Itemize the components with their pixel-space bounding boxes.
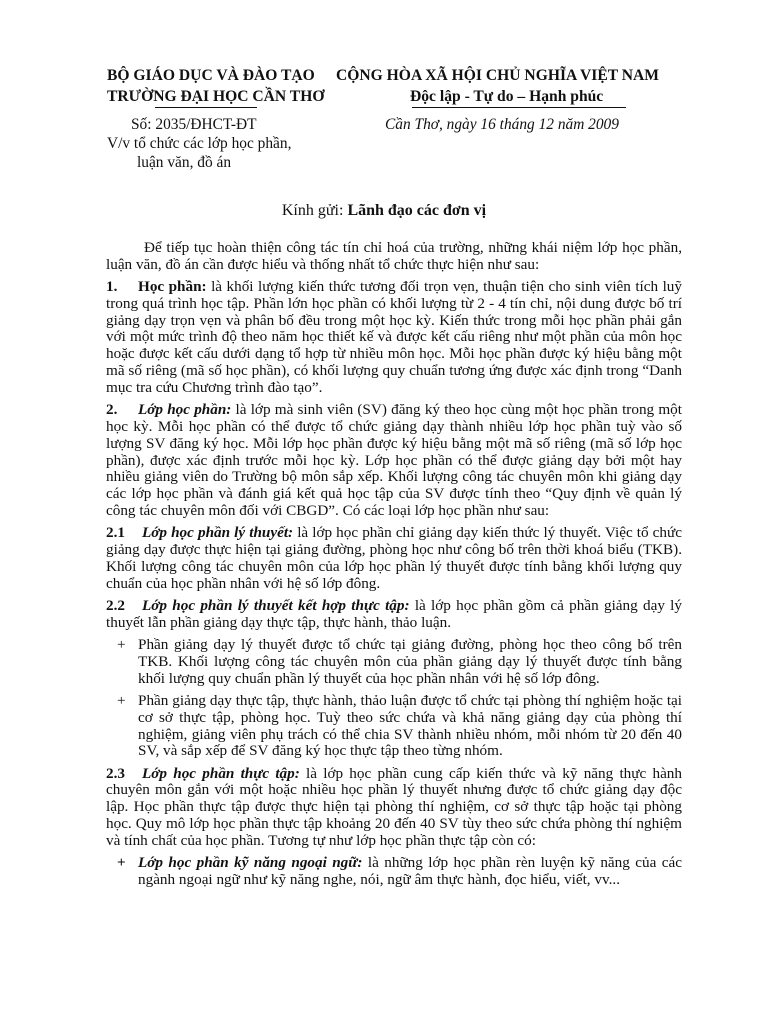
section-number: 2.2 <box>106 596 125 614</box>
list-item-text: Phần giảng dạy lý thuyết được tổ chức tại giảng đường, phòng học theo công bố trên TKB. Khối lượng công tác chuyên môn của phần giảng dạy lý thuyết được tính bằng khối lượng quy chuẩn phần lý thuyết của học phần nhân với hệ số lớp đông. <box>138 636 682 687</box>
list-item-term: Lớp học phần kỹ năng ngoại ngữ: <box>138 854 363 872</box>
section-term: Lớp học phần lý thuyết: <box>142 524 294 542</box>
intro-paragraph: Để tiếp tục hoàn thiện công tác tín chỉ hoá của trường, những khái niệm lớp học phần, luận văn, đồ án cần được hiểu và thống nhất tổ chức thực hiện như sau: <box>106 239 682 273</box>
section-text: là khối lượng kiến thức tương đối trọn vẹn, thuận tiện cho sinh viên tích luỹ trong quá trình học tập. Phần lớn học phần có khối lượng từ 2 - 4 tín chỉ, nội dung được bố trí giảng dạy trọn vẹn và phân bố đều trong một học kỳ. Kiến thức trong mỗi học phần phải gắn với một mức trình độ theo năm học thiết kế và được kết cấu riêng như một phần của môn học hoặc được kết cấu dưới dạng tổ hợp từ nhiều môn học. Mỗi học phần được ký hiệu bằng một mã số riêng (mã số học phần), có khối lượng quy chuẩn tương ứng được xác định trong “Danh mục tra cứu Chương trình đào tạo”. <box>106 278 682 396</box>
list-item-text: là những lớp học phần rèn luyện kỹ năng của các ngành ngoại ngữ như kỹ năng nghe, nói, ngữ âm thực hành, đọc hiểu, viết, vv... <box>138 854 682 888</box>
section-text: là lớp học phần chỉ giảng dạy kiến thức lý thuyết. Việc tổ chức giảng dạy được thực hiện tại giảng đường, phòng học như công bố trên thời khoá biểu (TKB). Khối lượng công tác chuyên môn của lớp học phần lý thuyết được tính bằng khối lượng quy chuẩn của học phần nhân với hệ số lớp đông. <box>106 524 682 592</box>
section-term: Học phần: <box>138 278 207 296</box>
section-term: Lớp học phần: <box>138 401 232 419</box>
bullet-mark: + <box>117 636 126 654</box>
salutation <box>0 203 768 220</box>
national-motto: Độc lập - Tự do – Hạnh phúc <box>410 88 604 105</box>
bullet-mark: + <box>117 854 126 872</box>
salutation-prefix: Kính gửi: <box>281 202 348 219</box>
section-2 <box>106 402 682 520</box>
list-item-text: Phần giảng dạy thực tập, thực hành, thảo luận được tổ chức tại phòng thí nghiệm hoặc tại cơ sở thực tập, phòng học. Tuỳ theo sức chứa và khả năng giảng dạy của phòng thí nghiệm, giảng viên phụ trách có thể chia SV thành nhiều nhóm, mỗi nhóm từ 20 đến 40 SV, và sắp xếp để SV đăng ký học thực tập theo từng nhóm. <box>138 691 682 760</box>
section-term: Lớp học phần lý thuyết kết hợp thực tập: <box>142 596 410 614</box>
republic-title: CỘNG HÒA XÃ HỘI CHỦ NGHĨA VIỆT NAM <box>336 67 660 84</box>
section-number: 2.1 <box>106 524 125 542</box>
section-1 <box>106 279 682 397</box>
section-number: 2. <box>106 401 118 419</box>
motto-underline <box>412 107 626 108</box>
section-2-3 <box>106 766 682 850</box>
university-name: TRƯỜNG ĐẠI HỌC CẦN THƠ <box>107 88 325 105</box>
subject-line-2: luận văn, đồ án <box>137 154 232 171</box>
document-number: Số: 2035/ĐHCT-ĐT <box>131 116 257 133</box>
section-text: là lớp học phần cung cấp kiến thức và kỹ năng thực hành chuyên môn gắn với một hoặc nhiều học phần lý thuyết nhưng được tổ chức giảng dạy độc lập. Học phần thực tập được thực hiện tại phòng thí nghiệm, cơ sở thực tập hoặc tại phòng học. Quy mô lớp học phần thực tập khoảng 20 đến 40 SV tùy theo sức chứa phòng thí nghiệm và tính chất của học phần. Tương tự như lớp học phần thực tập còn có: <box>106 764 682 849</box>
section-number: 1. <box>106 278 118 296</box>
section-term: Lớp học phần thực tập: <box>142 764 300 782</box>
list-item <box>106 693 682 760</box>
section-text: là lớp học phần gồm cả phần giảng dạy lý thuyết lẫn phần giảng dạy thực tập, thực hành, thảo luận. <box>106 596 682 631</box>
salutation-recipient: Lãnh đạo các đơn vị <box>347 202 487 219</box>
bullet-mark: + <box>117 691 126 709</box>
section-text: là lớp mà sinh viên (SV) đăng ký theo học cùng một học phần trong một học kỳ. Mỗi học phần có thể được tổ chức giảng dạy thành nhiều lớp học phần tuỳ vào số lượng SV đăng ký học. Mỗi lớp học phần được ký hiệu bằng một mã số riêng (mã số lớp học phần), được xác định trước mỗi học kỳ. Lớp học phần có thể được giảng dạy bởi một hay nhiều giảng viên do Trường bộ môn sắp xếp. Khối lượng công tác chuyên môn khi giảng dạy các lớp học phần và đánh giá kết quả học tập của SV được tính theo “Quy định về quản lý công tác chuyên môn đối với CBGD”. Có các loại lớp học phần như sau: <box>106 401 682 519</box>
ministry-name: BỘ GIÁO DỤC VÀ ĐÀO TẠO <box>107 67 315 84</box>
section-number: 2.3 <box>106 764 125 782</box>
list-item <box>106 637 682 687</box>
document-body <box>106 240 682 894</box>
university-underline <box>155 107 257 108</box>
place-and-date: Cần Thơ, ngày 16 tháng 12 năm 2009 <box>385 116 619 133</box>
section-2-1 <box>106 525 682 592</box>
subject-line-1: V/v tổ chức các lớp học phần, <box>107 135 292 152</box>
list-item <box>106 855 682 889</box>
section-2-2 <box>106 598 682 632</box>
